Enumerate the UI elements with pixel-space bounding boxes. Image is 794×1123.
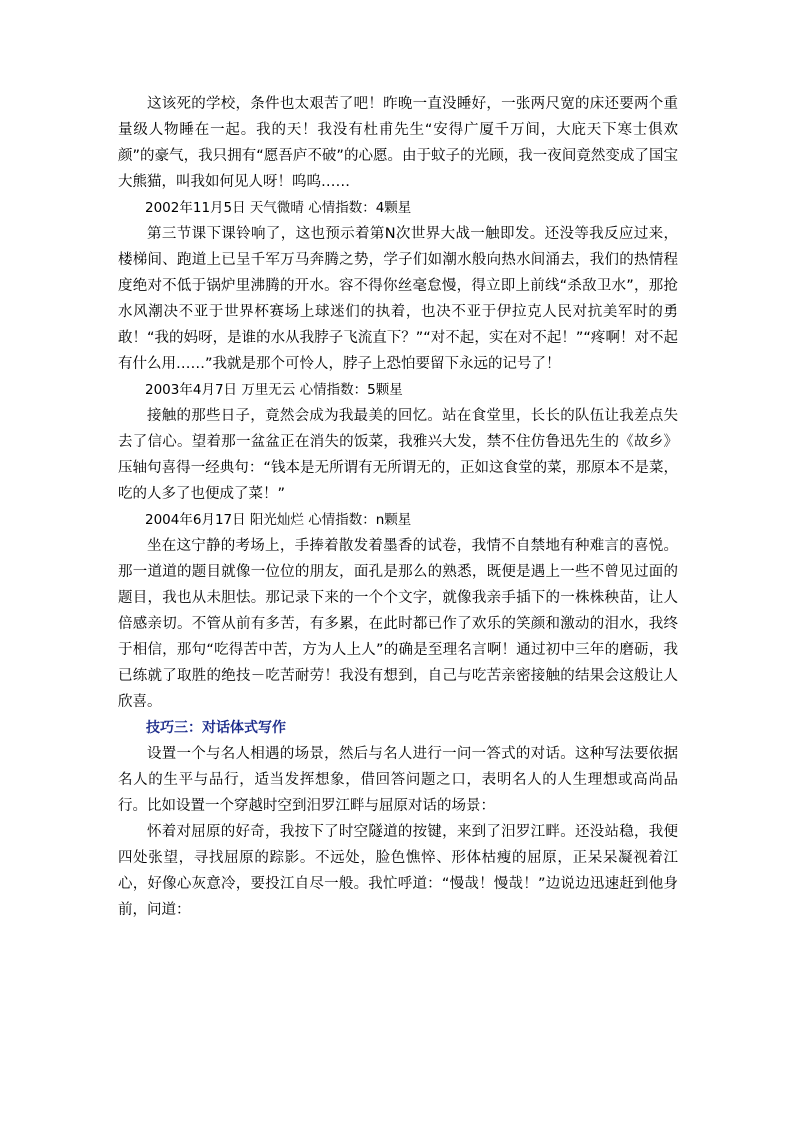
technique-title: 技巧三：对话体式写作 (146, 720, 286, 736)
technique-description: 设置一个与名人相遇的场景，然后与名人进行一问一答式的对话。这种写法要依据名人的生平与品行，适当发挥想象，借回答问题之口，表明名人的人生理想或高尚品行。比如设置一个穿越时空到汨罗江畔与屈原对话的场景： (118, 746, 678, 814)
diary-entry-header: 2004年6月17日 阳光灿烂 心情指数：n颗星 (145, 512, 412, 528)
document-page (118, 91, 678, 923)
diary-entry-text: 第三节课下课铃响了，这也预示着第N次世界大战一触即发。还没等我反应过来，楼梯间、跑道上已呈千军万马奔腾之势，学子们如潮水般向热水间涌去，我们的热情程度绝对不低于锅炉里沸腾的开水。容不得你丝毫怠慢，得立即上前线“杀敌卫水”，那抢水风潮决不亚于世界杯赛场上球迷们的执着，也决不亚于伊拉克人民对抗美军时的勇敢！“我的妈呀，是谁的水从我脖子飞流直下？”“对不起，实在对不起！”“疼啊！对不起有什么用……”我就是那个可怜人，脖子上恐怕要留下永远的记号了！ (118, 226, 678, 372)
diary-entry-header: 2003年4月7日 万里无云 心情指数：5颗星 (145, 382, 403, 398)
diary-entry-text: 坐在这宁静的考场上，手捧着散发着墨香的试卷，我情不自禁地有种难言的喜悦。那一道道的题目就像一位位的朋友，面孔是那么的熟悉，既便是遇上一些不曾见过面的题目，我也从未胆怯。那记录下来的一个个文字，就像我亲手插下的一株株秧苗，让人倍感亲切。不管从前有多苦，有多累，在此时都已作了欢乐的笑颜和激动的泪水，我终于相信，那句“吃得苦中苦，方为人上人”的确是至理名言啊！通过初中三年的磨砺，我已练就了取胜的绝技－吃苦耐劳！我没有想到，自己与吃苦亲密接触的结果会这般让人欣喜。 (118, 538, 678, 710)
diary-entry-text: 接触的那些日子，竟然会成为我最美的回忆。站在食堂里，长长的队伍让我差点失去了信心。望着那一盆盆正在消失的饭菜，我雅兴大发，禁不住仿鲁迅先生的《故乡》压轴句喜得一经典句：“钱本是无所谓有无所谓无的，正如这食堂的菜，那原本不是菜，吃的人多了也便成了菜！” (118, 408, 678, 502)
diary-intro-paragraph: 这该死的学校，条件也太艰苦了吧！昨晚一直没睡好，一张两尺宽的床还要两个重量级人物睡在一起。我的天！我没有杜甫先生“安得广厦千万间，大庇天下寒士俱欢颜”的豪气，我只拥有“愿吾庐不破”的心愿。由于蚊子的光顾，我一夜间竟然变成了国宝大熊猫，叫我如何见人呀！呜呜…… (118, 96, 678, 190)
diary-entry-header: 2002年11月5日 天气微晴 心情指数：4颗星 (145, 200, 412, 216)
technique-example: 怀着对屈原的好奇，我按下了时空隧道的按键，来到了汨罗江畔。还没站稳，我便四处张望，寻找屈原的踪影。不远处，脸色憔悴、形体枯瘦的屈原，正呆呆凝视着江心，好像心灰意冷，要投江自尽一般。我忙呼道：“慢哉！慢哉！”边说边迅速赶到他身前，问道： (118, 824, 678, 918)
